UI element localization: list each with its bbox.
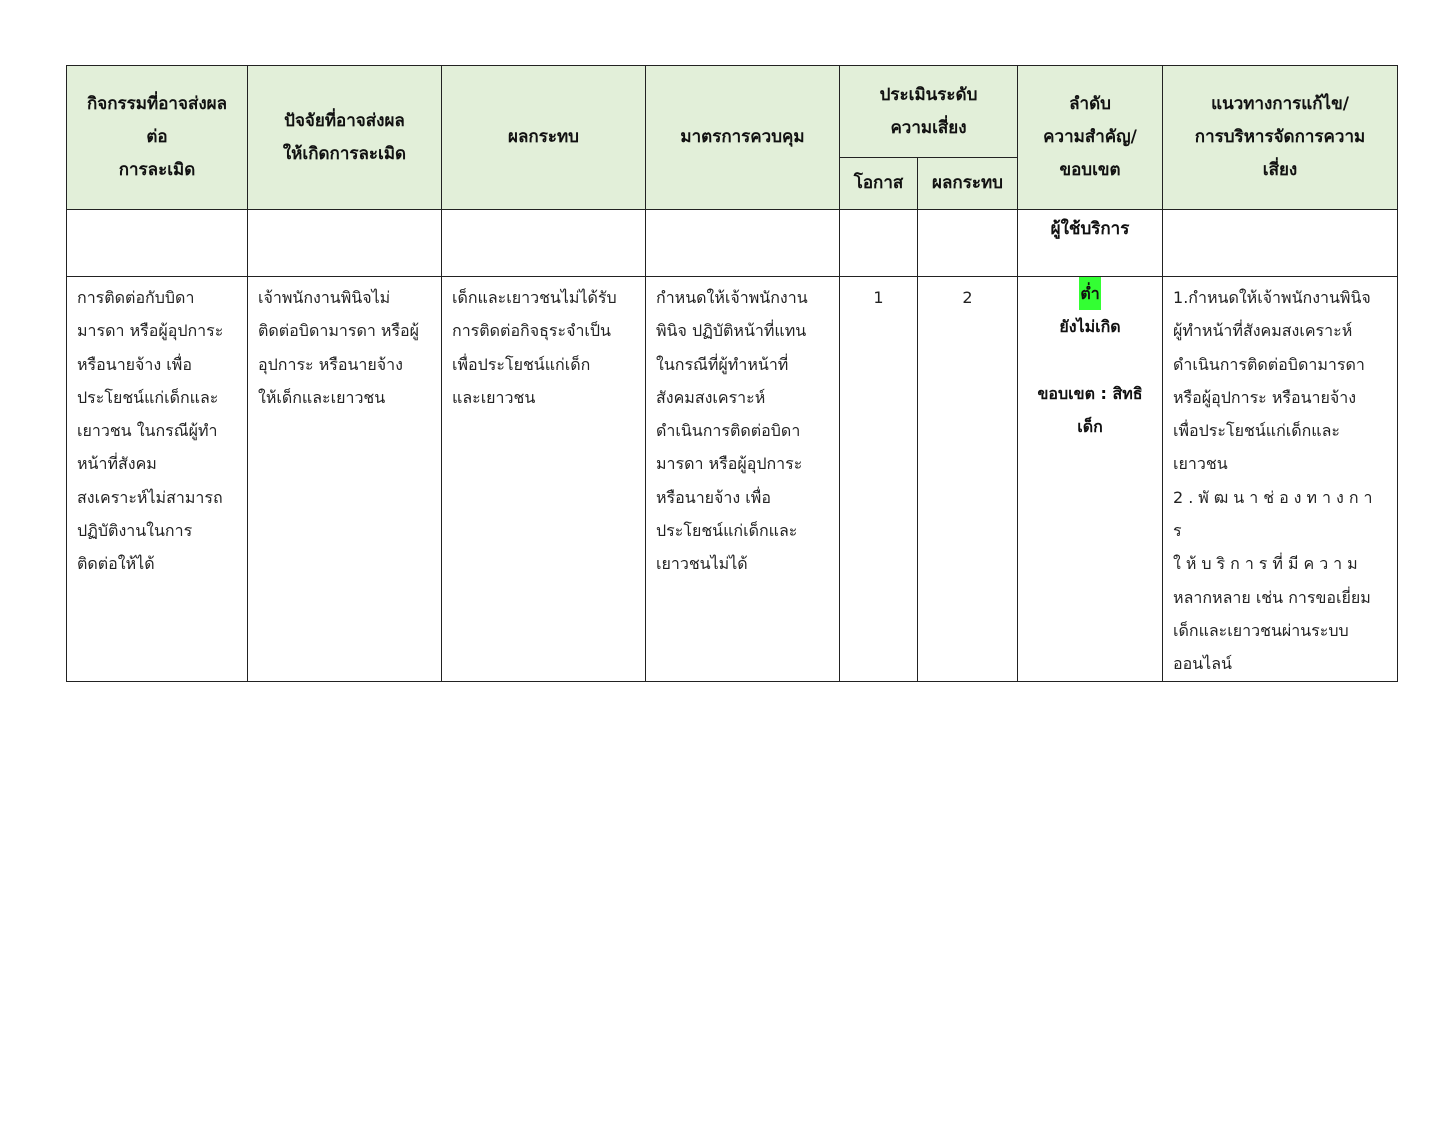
impact-cell: เด็กและเยาวชนไม่ได้รับ การติดต่อกิจธุระจำเป็น เพื่อประโยชน์แก่เด็ก และเยาวชน [442, 277, 646, 682]
header-priority-scope: ลำดับ ความสำคัญ/ ขอบเขต [1018, 66, 1163, 210]
factor-cell: เจ้าพนักงานพินิจไม่ ติดต่อบิดามารดา หรือผู้ อุปการะ หรือนายจ้าง ให้เด็กและเยาวชน [248, 277, 442, 682]
header-activity: กิจกรรมที่อาจส่งผล ต่อ การละเมิด [67, 66, 248, 210]
header-solution: แนวทางการแก้ไข/ การบริหารจัดการความ เสี่ยง [1163, 66, 1398, 210]
likelihood-cell [840, 277, 918, 682]
scope-line-1: ขอบเขต : สิทธิ [1037, 383, 1143, 403]
solution-item-2-line-1: 2.พัฒนาช่องทางการ [1173, 487, 1378, 541]
scope-user-cell [1018, 210, 1163, 277]
solution-item-2-line-2: ให้บริการที่มีความ [1173, 554, 1363, 574]
blank-cell [1163, 210, 1398, 277]
risk-assessment-table [66, 65, 1398, 682]
header-risk-assessment: ประเมินระดับ ความเสี่ยง [840, 66, 1018, 158]
blank-cell [67, 210, 248, 277]
table-row [67, 277, 1398, 682]
header-factor: ปัจจัยที่อาจส่งผล ให้เกิดการละเมิด [248, 66, 442, 210]
priority-status: ยังไม่เกิด [1059, 317, 1121, 337]
control-cell: กำหนดให้เจ้าพนักงาน พินิจ ปฏิบัติหน้าที่แทน ในกรณีที่ผู้ทำหน้าที่ สังคมสงเคราะห์ ดำเนินการติดต่อบิดา มารดา หรือผู้อุปการะ หรือนายจ้าง เพื่อ ประโยชน์แก่เด็กและ เยาวชนไม่ได้ [646, 277, 840, 682]
header-impact: ผลกระทบ [442, 66, 646, 210]
impact-level-cell [918, 277, 1018, 682]
blank-cell [248, 210, 442, 277]
blank-cell [918, 210, 1018, 277]
impact-level-value: 2 [962, 288, 973, 307]
header-row [67, 66, 1398, 158]
solution-item-2-line-3: หลากหลาย เช่น การขอเยี่ยม เด็กและเยาวชนผ่านระบบ ออนไลน์ [1173, 587, 1371, 674]
scope-user-label: ผู้ใช้บริการ [1050, 219, 1130, 239]
header-likelihood: โอกาส [840, 158, 918, 210]
likelihood-value: 1 [873, 288, 884, 307]
solution-cell [1163, 277, 1398, 682]
solution-item-1: 1.กำหนดให้เจ้าพนักงานพินิจ ผู้ทำหน้าที่สังคมสงเคราะห์ ดำเนินการติดต่อบิดามารดา หรือผู้อุปการะ หรือนายจ้าง เพื่อประโยชน์แก่เด็กและ เยาวชน [1173, 288, 1371, 474]
blank-row [67, 210, 1398, 277]
blank-cell [442, 210, 646, 277]
priority-scope-cell [1018, 277, 1163, 682]
header-control: มาตรการควบคุม [646, 66, 840, 210]
priority-level-badge: ต่ำ [1079, 277, 1100, 310]
activity-cell: การติดต่อกับบิดา มารดา หรือผู้อุปการะ หรือนายจ้าง เพื่อ ประโยชน์แก่เด็กและ เยาวชน ในกรณีผู้ทำ หน้าที่สังคม สงเคราะห์ไม่สามารถ ปฏิบัติงานในการ ติดต่อให้ได้ [67, 277, 248, 682]
scope-line-2: เด็ก [1077, 416, 1103, 436]
header-risk-impact: ผลกระทบ [918, 158, 1018, 210]
blank-cell [840, 210, 918, 277]
blank-cell [646, 210, 840, 277]
